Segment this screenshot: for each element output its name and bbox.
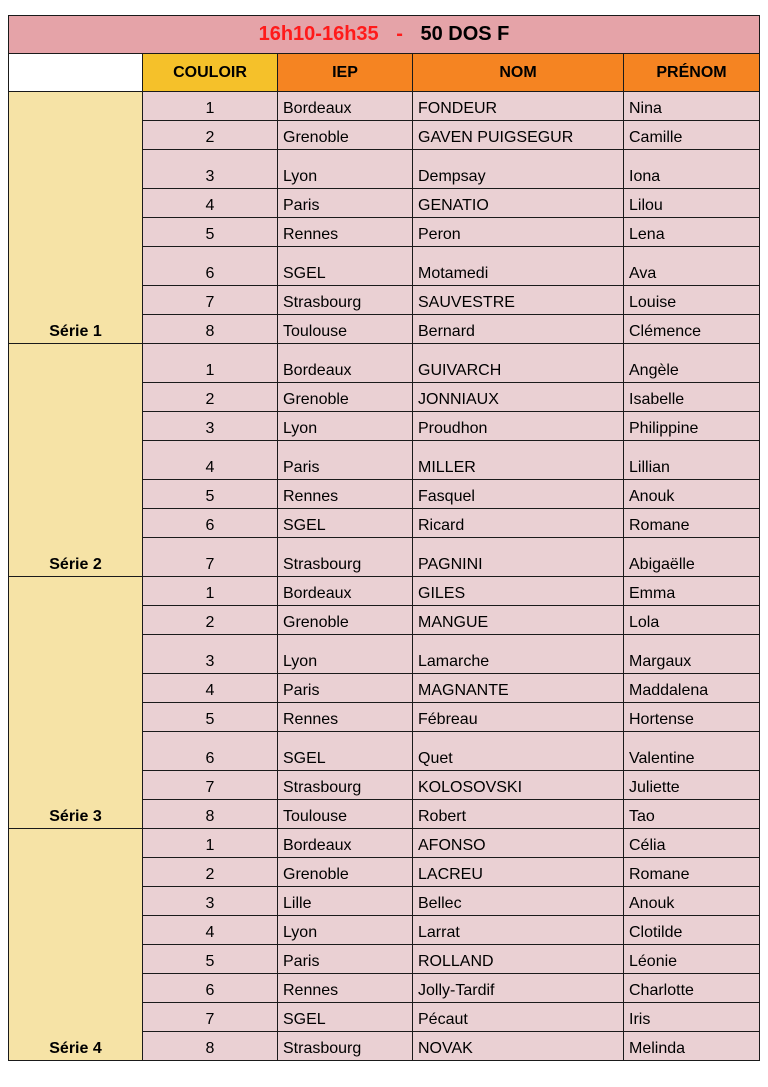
iep-cell: Lyon	[278, 412, 413, 441]
iep-cell: Toulouse	[278, 800, 413, 829]
nom-cell: Ricard	[413, 509, 624, 538]
header-prenom: PRÉNOM	[624, 54, 760, 92]
iep-cell: SGEL	[278, 732, 413, 771]
prenom-cell: Angèle	[624, 344, 760, 383]
couloir-cell: 3	[143, 887, 278, 916]
couloir-cell: 8	[143, 800, 278, 829]
nom-cell: FONDEUR	[413, 92, 624, 121]
couloir-cell: 7	[143, 771, 278, 800]
iep-cell: Lyon	[278, 150, 413, 189]
serie-label: Série 3	[9, 577, 143, 829]
couloir-cell: 6	[143, 509, 278, 538]
nom-cell: Fasquel	[413, 480, 624, 509]
header-iep: IEP	[278, 54, 413, 92]
prenom-cell: Charlotte	[624, 974, 760, 1003]
couloir-cell: 5	[143, 945, 278, 974]
iep-cell: Grenoble	[278, 858, 413, 887]
nom-cell: GILES	[413, 577, 624, 606]
heat-table	[8, 15, 760, 1061]
couloir-cell: 1	[143, 92, 278, 121]
couloir-cell: 2	[143, 606, 278, 635]
couloir-cell: 2	[143, 121, 278, 150]
nom-cell: Dempsay	[413, 150, 624, 189]
prenom-cell: Lola	[624, 606, 760, 635]
iep-cell: Toulouse	[278, 315, 413, 344]
iep-cell: SGEL	[278, 509, 413, 538]
iep-cell: Bordeaux	[278, 829, 413, 858]
nom-cell: GUIVARCH	[413, 344, 624, 383]
prenom-cell: Isabelle	[624, 383, 760, 412]
couloir-cell: 1	[143, 344, 278, 383]
iep-cell: Paris	[278, 674, 413, 703]
nom-cell: GENATIO	[413, 189, 624, 218]
table-row	[9, 829, 760, 858]
couloir-cell: 5	[143, 480, 278, 509]
prenom-cell: Anouk	[624, 480, 760, 509]
prenom-cell: Camille	[624, 121, 760, 150]
title-separator: -	[396, 23, 403, 45]
couloir-cell: 3	[143, 412, 278, 441]
prenom-cell: Léonie	[624, 945, 760, 974]
couloir-cell: 3	[143, 635, 278, 674]
nom-cell: Peron	[413, 218, 624, 247]
header-couloir: COULOIR	[143, 54, 278, 92]
couloir-cell: 7	[143, 538, 278, 577]
title-event: 50 DOS F	[420, 23, 510, 45]
prenom-cell: Iris	[624, 1003, 760, 1032]
iep-cell: Rennes	[278, 218, 413, 247]
couloir-cell: 4	[143, 189, 278, 218]
couloir-cell: 7	[143, 1003, 278, 1032]
prenom-cell: Clémence	[624, 315, 760, 344]
prenom-cell: Hortense	[624, 703, 760, 732]
iep-cell: Lille	[278, 887, 413, 916]
prenom-cell: Lilou	[624, 189, 760, 218]
nom-cell: Jolly-Tardif	[413, 974, 624, 1003]
nom-cell: KOLOSOVSKI	[413, 771, 624, 800]
prenom-cell: Louise	[624, 286, 760, 315]
prenom-cell: Clotilde	[624, 916, 760, 945]
iep-cell: Strasbourg	[278, 771, 413, 800]
couloir-cell: 4	[143, 674, 278, 703]
iep-cell: Bordeaux	[278, 577, 413, 606]
table-body	[9, 92, 760, 1061]
nom-cell: SAUVESTRE	[413, 286, 624, 315]
couloir-cell: 8	[143, 1032, 278, 1061]
header-nom: NOM	[413, 54, 624, 92]
page-title	[9, 16, 760, 54]
nom-cell: Larrat	[413, 916, 624, 945]
couloir-cell: 5	[143, 703, 278, 732]
iep-cell: Grenoble	[278, 606, 413, 635]
nom-cell: MILLER	[413, 441, 624, 480]
prenom-cell: Valentine	[624, 732, 760, 771]
nom-cell: Robert	[413, 800, 624, 829]
iep-cell: Strasbourg	[278, 286, 413, 315]
iep-cell: Strasbourg	[278, 538, 413, 577]
iep-cell: Grenoble	[278, 383, 413, 412]
prenom-cell: Melinda	[624, 1032, 760, 1061]
iep-cell: Bordeaux	[278, 92, 413, 121]
iep-cell: Grenoble	[278, 121, 413, 150]
couloir-cell: 4	[143, 441, 278, 480]
iep-cell: Paris	[278, 441, 413, 480]
nom-cell: PAGNINI	[413, 538, 624, 577]
couloir-cell: 1	[143, 577, 278, 606]
prenom-cell: Iona	[624, 150, 760, 189]
nom-cell: MANGUE	[413, 606, 624, 635]
couloir-cell: 3	[143, 150, 278, 189]
header-row	[9, 54, 760, 92]
iep-cell: Rennes	[278, 480, 413, 509]
couloir-cell: 8	[143, 315, 278, 344]
nom-cell: Fébreau	[413, 703, 624, 732]
nom-cell: MAGNANTE	[413, 674, 624, 703]
nom-cell: AFONSO	[413, 829, 624, 858]
iep-cell: Lyon	[278, 635, 413, 674]
prenom-cell: Juliette	[624, 771, 760, 800]
prenom-cell: Tao	[624, 800, 760, 829]
nom-cell: Bernard	[413, 315, 624, 344]
table-row	[9, 92, 760, 121]
header-blank	[9, 54, 143, 92]
nom-cell: Motamedi	[413, 247, 624, 286]
couloir-cell: 7	[143, 286, 278, 315]
couloir-cell: 6	[143, 247, 278, 286]
prenom-cell: Lena	[624, 218, 760, 247]
nom-cell: JONNIAUX	[413, 383, 624, 412]
prenom-cell: Emma	[624, 577, 760, 606]
couloir-cell: 2	[143, 383, 278, 412]
couloir-cell: 4	[143, 916, 278, 945]
iep-cell: Lyon	[278, 916, 413, 945]
couloir-cell: 6	[143, 974, 278, 1003]
nom-cell: Bellec	[413, 887, 624, 916]
iep-cell: SGEL	[278, 1003, 413, 1032]
nom-cell: Proudhon	[413, 412, 624, 441]
couloir-cell: 5	[143, 218, 278, 247]
iep-cell: Paris	[278, 189, 413, 218]
couloir-cell: 6	[143, 732, 278, 771]
title-row	[9, 16, 760, 54]
prenom-cell: Lillian	[624, 441, 760, 480]
nom-cell: GAVEN PUIGSEGUR	[413, 121, 624, 150]
prenom-cell: Romane	[624, 509, 760, 538]
nom-cell: Lamarche	[413, 635, 624, 674]
table-row	[9, 344, 760, 383]
iep-cell: Rennes	[278, 703, 413, 732]
nom-cell: Quet	[413, 732, 624, 771]
table-row	[9, 577, 760, 606]
prenom-cell: Nina	[624, 92, 760, 121]
prenom-cell: Philippine	[624, 412, 760, 441]
iep-cell: Bordeaux	[278, 344, 413, 383]
prenom-cell: Romane	[624, 858, 760, 887]
nom-cell: NOVAK	[413, 1032, 624, 1061]
iep-cell: SGEL	[278, 247, 413, 286]
serie-label: Série 1	[9, 92, 143, 344]
couloir-cell: 2	[143, 858, 278, 887]
nom-cell: Pécaut	[413, 1003, 624, 1032]
heat-sheet	[8, 15, 759, 1061]
prenom-cell: Abigaëlle	[624, 538, 760, 577]
prenom-cell: Anouk	[624, 887, 760, 916]
serie-label: Série 2	[9, 344, 143, 577]
iep-cell: Strasbourg	[278, 1032, 413, 1061]
nom-cell: ROLLAND	[413, 945, 624, 974]
nom-cell: LACREU	[413, 858, 624, 887]
iep-cell: Rennes	[278, 974, 413, 1003]
serie-label: Série 4	[9, 829, 143, 1061]
prenom-cell: Célia	[624, 829, 760, 858]
prenom-cell: Ava	[624, 247, 760, 286]
couloir-cell: 1	[143, 829, 278, 858]
prenom-cell: Maddalena	[624, 674, 760, 703]
prenom-cell: Margaux	[624, 635, 760, 674]
iep-cell: Paris	[278, 945, 413, 974]
title-time: 16h10-16h35	[258, 23, 379, 45]
